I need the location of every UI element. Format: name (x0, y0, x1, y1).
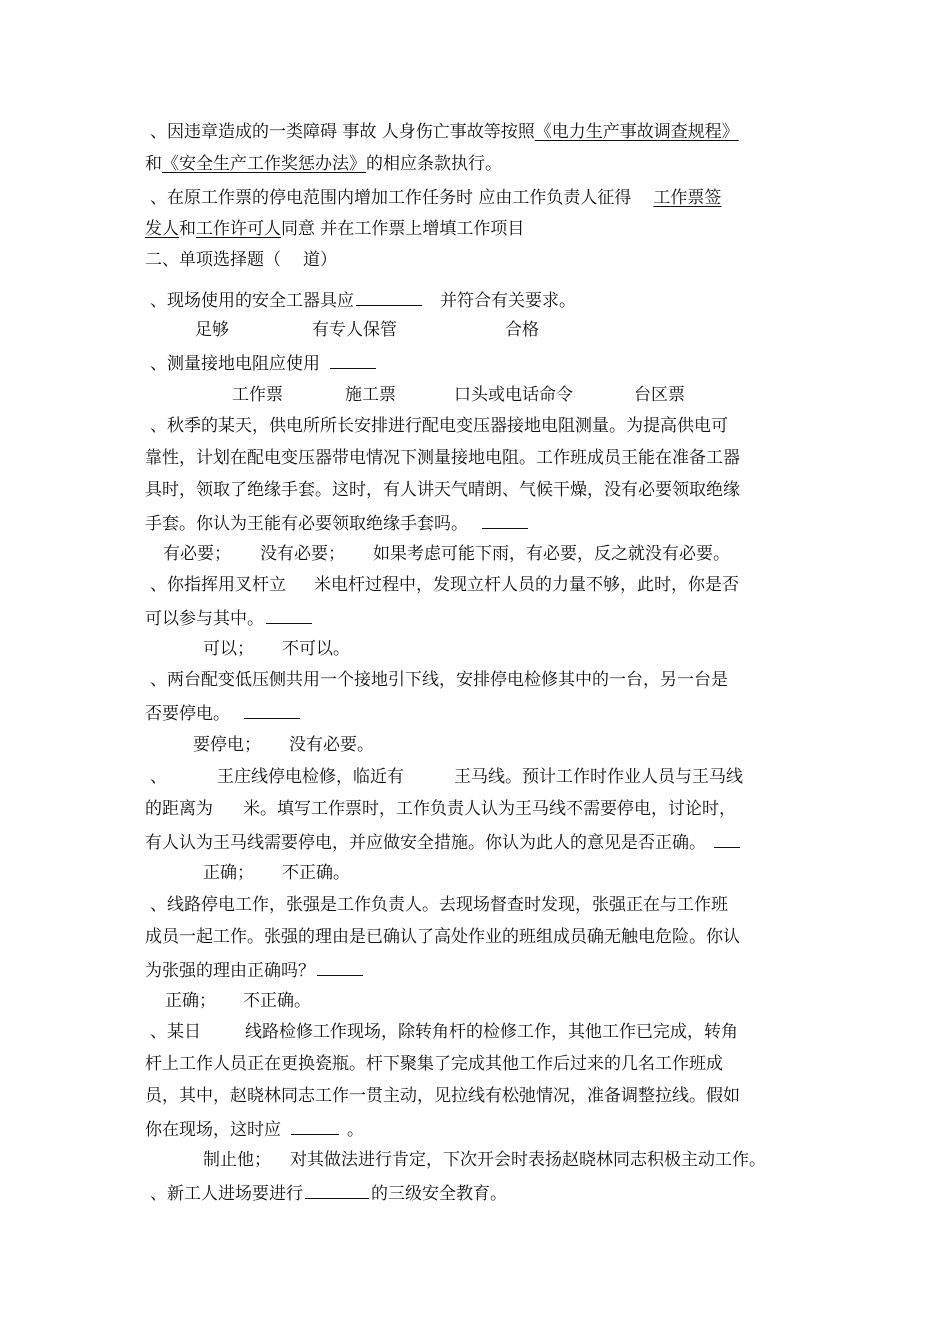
underlined-answer: 《电力生产事故调查规程》 (534, 122, 739, 142)
options-line (195, 318, 229, 342)
paragraph-line (145, 605, 314, 629)
option (454, 383, 573, 407)
option (289, 733, 374, 757)
paragraph-line (145, 1116, 364, 1140)
underlined-answer: 发人 (145, 219, 179, 239)
text: 和 (145, 154, 162, 174)
text: 米。填写工作票时，工作负责人认为王马线不需要停电，讨论时， (243, 799, 736, 819)
question-9 (150, 1180, 507, 1204)
text: 的三级安全教育。 (371, 1184, 507, 1204)
options-line (312, 318, 397, 342)
text: 如果考虑可能下雨，有必要，反之就没有必要。 (373, 544, 730, 564)
answer-blank[interactable] (330, 350, 376, 369)
options-line (505, 318, 539, 342)
text: 的相应条款执行。 (366, 154, 502, 174)
text: 。 (347, 1120, 364, 1140)
paragraph-line (145, 446, 740, 470)
option (243, 989, 311, 1013)
text: 、因违章造成的一类障碍 事故 人身伤亡事故等按照 (150, 122, 535, 142)
option (232, 383, 283, 407)
option: 有专人保管 (312, 320, 397, 340)
text: 、你指挥用叉杆立 (150, 575, 286, 595)
answer-blank[interactable] (356, 287, 422, 306)
text: 、新工人进场要进行 (150, 1184, 303, 1204)
option (193, 733, 261, 757)
text: 没有必要。 (289, 735, 374, 755)
text: 、 (150, 767, 167, 787)
text: 、秋季的某天，供电所所长安排进行配电变压器接地电阻测量。为提高供电可 (150, 416, 728, 436)
text: 工作票 (232, 385, 283, 405)
text: 员，其中，赵晓林同志工作一贯主动，见拉线有松弛情况，准备调整拉线。假如 (145, 1086, 740, 1106)
text: 王马线。预计工作时作业人员与王马线 (454, 767, 743, 787)
underlined-answer: 工作许可人 (196, 219, 281, 239)
paragraph-line (145, 925, 740, 949)
text: 、两台配变低压侧共用一个接地引下线，安排停电检修其中的一台，另一台是 (150, 670, 728, 690)
option (282, 637, 350, 661)
answer-blank[interactable] (244, 700, 300, 719)
text: 的距离为 (145, 799, 213, 819)
answer-blank[interactable] (714, 829, 740, 848)
text: 可以参与其中。 (145, 609, 264, 629)
text: 不正确。 (282, 863, 350, 883)
text: 有人认为王马线需要停电，并应做安全措施。你认为此人的意见是否正确。 (145, 833, 706, 853)
answer-blank[interactable] (266, 605, 312, 624)
paragraph-line (145, 152, 502, 176)
text: 可以； (203, 639, 254, 659)
question-5 (150, 668, 728, 692)
text: 、线路停电工作，张强是工作负责人。去现场督查时发现，张强正在与工作班 (150, 895, 728, 915)
option: 足够 (195, 320, 229, 340)
question-3 (150, 414, 728, 438)
option (282, 861, 350, 885)
option: 合格 (505, 320, 539, 340)
option (260, 542, 345, 566)
text: 有必要； (163, 544, 231, 564)
paragraph-line (145, 700, 302, 724)
paragraph-line (145, 829, 742, 853)
text: 、现场使用的安全工器具应 (150, 291, 354, 311)
text: 和 (179, 219, 196, 239)
text: 、在原工作票的停电范围内增加工作任务时 应由工作负责人征得 (150, 188, 632, 208)
paragraph-line (145, 217, 524, 241)
question-2 (150, 350, 378, 374)
option (373, 542, 730, 566)
text: 施工票 (345, 385, 396, 405)
paragraph-line (145, 1052, 723, 1076)
text: 不正确。 (243, 991, 311, 1011)
paragraph-line (145, 510, 530, 534)
text: 口头或电话命令 (454, 385, 573, 405)
text: 不可以。 (282, 639, 350, 659)
question-4 (150, 573, 739, 597)
option (203, 1148, 271, 1172)
text: 为张强的理由正确吗？ (145, 961, 315, 981)
option (203, 637, 254, 661)
answer-blank[interactable] (291, 1116, 339, 1135)
option (345, 383, 396, 407)
text: 、测量接地电阻应使用 (150, 354, 320, 374)
option (203, 861, 254, 885)
text: 要停电； (193, 735, 261, 755)
underlined-answer: 工作票签 (653, 188, 722, 208)
text: 没有必要； (260, 544, 345, 564)
text: 你在现场，这时应 (145, 1120, 281, 1140)
question-1 (150, 287, 576, 311)
option (165, 989, 216, 1013)
text: 正确； (165, 991, 216, 1011)
answer-blank[interactable] (317, 957, 363, 976)
text: 靠性，计划在配电变压器带电情况下测量接地电阻。工作班成员王能在准备工器 (145, 448, 740, 468)
underlined-answer: 《安全生产工作奖惩办法》 (162, 154, 366, 174)
text: 米电杆过程中，发现立杆人员的力量不够，此时，你是否 (314, 575, 739, 595)
answer-blank[interactable] (482, 510, 528, 529)
text: 对其做法进行肯定，下次开会时表扬赵晓林同志积极主动工作。 (290, 1150, 766, 1170)
paragraph-line (145, 957, 365, 981)
text: 手套。你认为王能有必要领取绝缘手套吗。 (145, 514, 468, 534)
text: 否要停电。 (145, 704, 230, 724)
option (290, 1148, 766, 1172)
paragraph-line (145, 478, 740, 502)
text: 王庄线停电检修，临近有 (217, 767, 404, 787)
text: 同意 并在工作票上增填工作项目 (281, 219, 525, 239)
text: 二、单项选择题（ (145, 250, 281, 270)
paragraph-line (145, 1084, 740, 1108)
text: 台区票 (634, 385, 685, 405)
text: 正确； (203, 863, 254, 883)
question-7 (150, 893, 728, 917)
paragraph-line (145, 797, 736, 821)
question-8 (150, 1020, 738, 1044)
text: 具时，领取了绝缘手套。这时，有人讲天气晴朗、气候干燥，没有必要领取绝缘 (145, 480, 740, 500)
option (163, 542, 231, 566)
text: 道） (303, 250, 337, 270)
section-heading (145, 248, 337, 272)
text: 线路检修工作现场，除转角杆的检修工作，其他工作已完成，转角 (245, 1022, 738, 1042)
text: 并符合有关要求。 (440, 291, 576, 311)
paragraph-line (150, 186, 721, 210)
paragraph-line (150, 120, 739, 144)
text: 成员一起工作。张强的理由是已确认了高处作业的班组成员确无触电危险。你认 (145, 927, 740, 947)
text: 杆上工作人员正在更换瓷瓶。杆下聚集了完成其他工作后过来的几名工作班成 (145, 1054, 723, 1074)
answer-blank[interactable] (305, 1180, 369, 1199)
option (634, 383, 685, 407)
text: 、某日 (150, 1022, 201, 1042)
question-6 (150, 765, 743, 789)
text: 制止他； (203, 1150, 271, 1170)
